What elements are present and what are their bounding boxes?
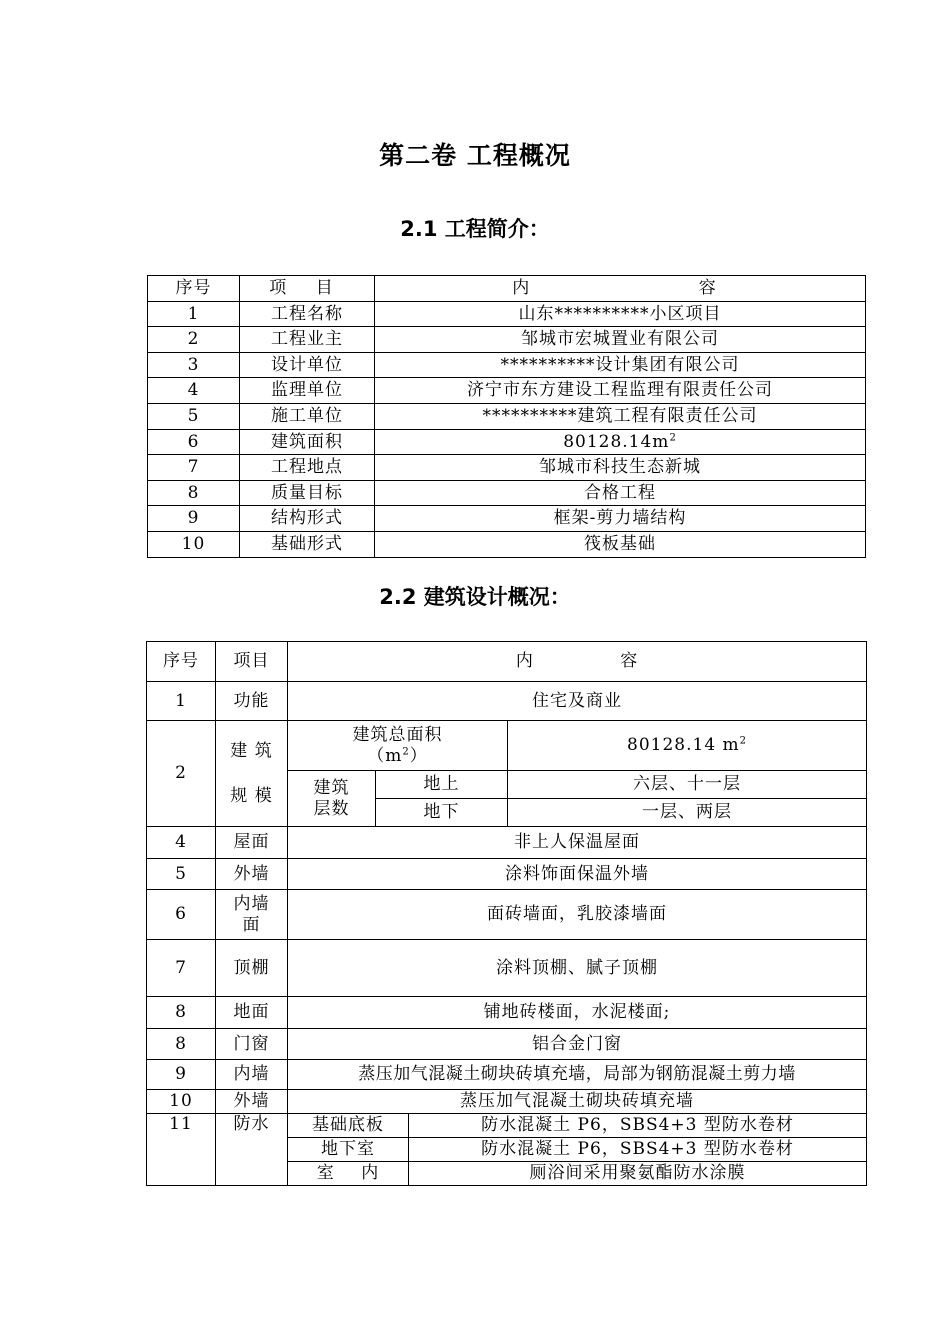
row-no: 9 (147, 1060, 216, 1090)
row-no: 10 (148, 531, 240, 557)
row-no: 4 (148, 378, 240, 404)
total-area-label-line1: 建筑总面积 (352, 725, 443, 746)
row-item (216, 721, 288, 827)
row-no: 5 (147, 859, 216, 890)
row-content: 蒸压加气混凝土砌块砖填充墙 (288, 1090, 867, 1114)
header-item: 项 目 (240, 276, 375, 302)
row-no: 2 (147, 721, 216, 827)
table-header-row (147, 642, 867, 682)
table-row (148, 378, 866, 404)
row-content: 涂料顶棚、腻子顶棚 (288, 940, 867, 997)
project-summary-table (147, 275, 866, 558)
row-item: 工程地点 (240, 455, 375, 481)
row-content: 邹城市宏城置业有限公司 (375, 327, 866, 353)
row-item-line1: 内墙 (233, 894, 270, 915)
row-content: **********建筑工程有限责任公司 (375, 403, 866, 429)
row-item: 施工单位 (240, 403, 375, 429)
row-no: 9 (148, 506, 240, 532)
below-ground-label: 地下 (376, 799, 508, 827)
row-item: 设计单位 (240, 352, 375, 378)
table-row (147, 721, 867, 771)
row-content: 面砖墙面，乳胶漆墙面 (288, 890, 867, 940)
table-row (148, 327, 866, 353)
table-row (147, 1060, 867, 1090)
total-area-label-line2 (288, 746, 507, 766)
table-row (147, 1114, 867, 1138)
row-no: 8 (147, 1029, 216, 1060)
above-ground-value: 六层、十一层 (508, 771, 867, 799)
row-no: 11 (147, 1114, 216, 1186)
row-no: 1 (147, 682, 216, 721)
waterproof-label: 室 内 (288, 1162, 409, 1186)
row-content: 筏板基础 (375, 531, 866, 557)
row-content: 非上人保温屋面 (288, 827, 867, 859)
superscript-2: 2 (669, 432, 677, 443)
total-area-unit-close: ） (409, 745, 428, 766)
table-row (148, 506, 866, 532)
row-item: 工程名称 (240, 301, 375, 327)
row-content: 合格工程 (375, 480, 866, 506)
row-item: 基础形式 (240, 531, 375, 557)
row-item: 门窗 (216, 1029, 288, 1060)
row-no: 5 (148, 403, 240, 429)
table-row (147, 827, 867, 859)
table-row (147, 682, 867, 721)
row-no: 8 (148, 480, 240, 506)
row-item: 外墙 (216, 1090, 288, 1114)
row-item: 监理单位 (240, 378, 375, 404)
section-2-title: 2.2 建筑设计概况： (379, 585, 571, 609)
table-row (147, 940, 867, 997)
superscript-2: 2 (402, 745, 410, 757)
total-area-number: 80128.14 m (627, 735, 740, 756)
row-item: 工程业主 (240, 327, 375, 353)
total-area-unit: （m (367, 745, 403, 766)
table-row (148, 531, 866, 557)
table-row (147, 1029, 867, 1060)
row-no: 10 (147, 1090, 216, 1114)
row-item: 质量目标 (240, 480, 375, 506)
table-row (147, 859, 867, 890)
row-item: 结构形式 (240, 506, 375, 532)
above-ground-label: 地上 (376, 771, 508, 799)
table-header-row (148, 276, 866, 302)
section-1-title: 2.1 工程简介： (400, 217, 550, 241)
row-no: 7 (147, 940, 216, 997)
row-item: 功能 (216, 682, 288, 721)
row-item-line2: 面 (242, 914, 261, 935)
table-row (148, 480, 866, 506)
row-content: 涂料饰面保温外墙 (288, 859, 867, 890)
row-item: 屋面 (216, 827, 288, 859)
row-content: 框架-剪力墙结构 (375, 506, 866, 532)
waterproof-content: 防水混凝土 P6，SBS4+3 型防水卷材 (409, 1114, 867, 1138)
superscript-2: 2 (739, 735, 748, 747)
row-item: 内墙 (216, 1060, 288, 1090)
scale-item-line1: 建 筑 (230, 741, 273, 762)
row-content: **********设计集团有限公司 (375, 352, 866, 378)
waterproof-content: 防水混凝土 P6，SBS4+3 型防水卷材 (409, 1138, 867, 1162)
total-area-label (288, 721, 508, 771)
row-content: 铺地砖楼面，水泥楼面; (288, 997, 867, 1029)
header-no: 序号 (147, 642, 216, 682)
row-no: 7 (148, 455, 240, 481)
row-content: 住宅及商业 (288, 682, 867, 721)
header-item: 项目 (216, 642, 288, 682)
row-no: 3 (148, 352, 240, 378)
row-content (375, 429, 866, 455)
table-row (148, 429, 866, 455)
table-row (147, 1090, 867, 1114)
table-row (147, 890, 867, 940)
row-item: 建筑面积 (240, 429, 375, 455)
row-no: 4 (147, 827, 216, 859)
row-item: 地面 (216, 997, 288, 1029)
row-no: 6 (148, 429, 240, 455)
floors-label-line1: 建筑 (313, 778, 350, 799)
header-content: 内 容 (375, 276, 866, 302)
table-row (148, 403, 866, 429)
row-no: 6 (147, 890, 216, 940)
row-item: 防水 (216, 1114, 288, 1186)
table-row (148, 455, 866, 481)
row-no: 1 (148, 301, 240, 327)
row-item (216, 890, 288, 940)
waterproof-label: 地下室 (288, 1138, 409, 1162)
table-row (148, 301, 866, 327)
waterproof-label: 基础底板 (288, 1114, 409, 1138)
table-row (148, 352, 866, 378)
below-ground-value: 一层、两层 (508, 799, 867, 827)
header-content: 内 容 (288, 642, 867, 682)
row-content: 蒸压加气混凝土砌块砖填充墙，局部为钢筋混凝土剪力墙 (288, 1060, 867, 1090)
row-content: 山东**********小区项目 (375, 301, 866, 327)
waterproof-content: 厕浴间采用聚氨酯防水涂膜 (409, 1162, 867, 1186)
row-no: 8 (147, 997, 216, 1029)
row-content: 铝合金门窗 (288, 1029, 867, 1060)
document-title: 第二卷 工程概况 (379, 141, 571, 170)
row-item: 顶棚 (216, 940, 288, 997)
floors-label (288, 771, 376, 827)
scale-item-line2: 规 模 (230, 785, 273, 806)
row-no: 2 (148, 327, 240, 353)
row-content: 邹城市科技生态新城 (375, 455, 866, 481)
area-value: 80128.14m (563, 431, 670, 452)
total-area-value (508, 721, 867, 771)
header-no: 序号 (148, 276, 240, 302)
architecture-design-table (146, 641, 867, 1186)
row-item: 外墙 (216, 859, 288, 890)
floors-label-line2: 层数 (313, 798, 350, 819)
table-row (147, 997, 867, 1029)
row-content: 济宁市东方建设工程监理有限责任公司 (375, 378, 866, 404)
